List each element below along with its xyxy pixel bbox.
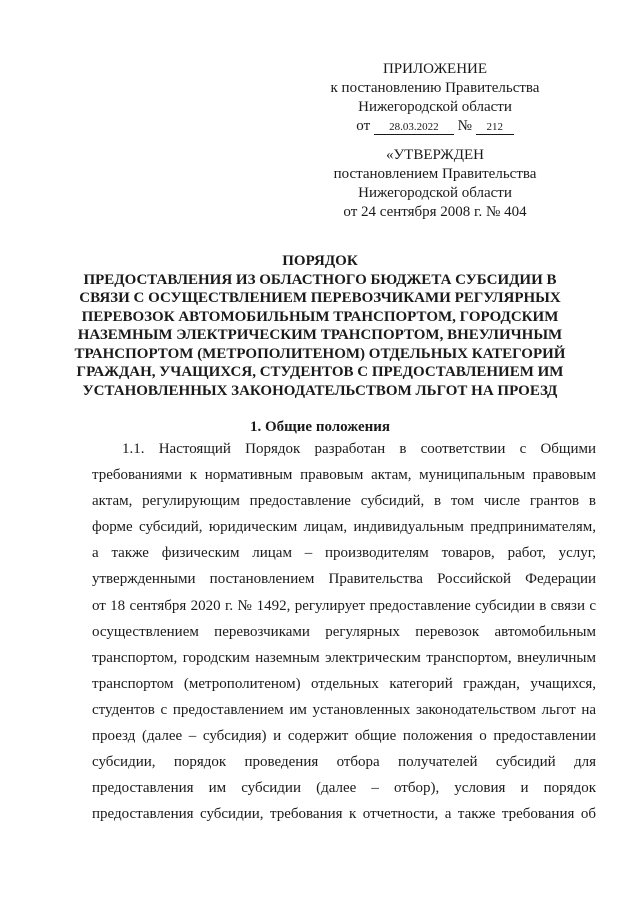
approval-block — [300, 146, 570, 222]
approval-line-1: «УТВЕРЖДЕН — [386, 147, 484, 163]
paragraph-line: 1.1. Настоящий Порядок разработан в соответствии с Общими — [122, 441, 596, 457]
annex-line-2: Нижегородской области — [358, 99, 512, 115]
title-line-1: ПОРЯДОК — [282, 253, 358, 269]
title-line-4: ПЕРЕВОЗОК АВТОМОБИЛЬНЫМ ТРАНСПОРТОМ, ГОРОДСКИМ — [81, 308, 559, 325]
paragraph-line: транспортом (метрополитеном) отдельных категорий граждан, учащихся, — [92, 675, 596, 692]
annex-date-field: 28.03.2022 — [374, 121, 454, 135]
paragraph-line: проезд (далее – субсидия) и содержит общие положения о предоставлении — [92, 728, 596, 745]
paragraph-line: студентов с предоставлением им установленных законодательством льгот на — [92, 701, 596, 718]
paragraph-line: осуществлением перевозчиками регулярных перевозок автомобильным — [92, 623, 596, 640]
title-line-2: ПРЕДОСТАВЛЕНИЯ ИЗ ОБЛАСТНОГО БЮДЖЕТА СУБСИДИИ В — [83, 271, 557, 288]
annex-date-line — [300, 117, 570, 136]
paragraph-line: транспортом, городским наземным электрическим транспортом, внеуличным — [92, 649, 596, 666]
document-title — [60, 252, 580, 400]
paragraph-line: а также физическим лицам – производителям товаров, работ, услуг, — [92, 545, 596, 562]
title-line-6: ТРАНСПОРТОМ (МЕТРОПОЛИТЕНОМ) ОТДЕЛЬНЫХ КАТЕГОРИЙ — [74, 345, 566, 362]
paragraph-line: от 18 сентября 2020 г. № 1492, регулирует предоставление субсидии в связи с — [92, 597, 596, 614]
title-line-7: ГРАЖДАН, УЧАЩИХСЯ, СТУДЕНТОВ С ПРЕДОСТАВЛЕНИЕМ ИМ — [76, 364, 564, 380]
approval-line-3: Нижегородской области — [358, 185, 512, 201]
title-line-3: СВЯЗИ С ОСУЩЕСТВЛЕНИЕМ ПЕРЕВОЗЧИКАМИ РЕГУЛЯРНЫХ — [79, 290, 561, 306]
annex-heading: ПРИЛОЖЕНИЕ — [382, 61, 488, 77]
paragraph-line: актам, регулирующим предоставление субсидий, в том числе грантов в — [92, 493, 596, 510]
paragraph-line: утвержденными постановлением Правительства Российской Федерации — [92, 571, 596, 588]
paragraph-line: субсидии, порядок проведения отбора получателей субсидий для — [92, 754, 596, 771]
paragraph-line: форме субсидий, юридическим лицам, индивидуальным предпринимателям, — [92, 519, 596, 536]
section-heading: 1. Общие положения — [249, 419, 391, 435]
title-line-5: НАЗЕМНЫМ ЭЛЕКТРИЧЕСКИМ ТРАНСПОРТОМ, ВНЕУЛИЧНЫМ — [77, 327, 563, 343]
annex-line-1: к постановлению Правительства — [330, 80, 540, 96]
paragraph-line: предоставления субсидии, требования к отчетности, а также требования об — [92, 806, 596, 823]
title-line-8: УСТАНОВЛЕННЫХ ЗАКОНОДАТЕЛЬСТВОМ ЛЬГОТ НА ПРОЕЗД — [82, 382, 558, 399]
approval-line-4: от 24 сентября 2008 г. № 404 — [343, 204, 527, 220]
annex-number-sign: № — [457, 118, 472, 134]
annex-block — [300, 60, 570, 136]
annex-from-label: от — [356, 118, 371, 134]
paragraph-line: требованиями к нормативным правовым актам, муниципальным правовым — [92, 467, 596, 484]
approval-line-2: постановлением Правительства — [333, 166, 537, 182]
body-paragraph — [92, 436, 596, 827]
annex-number-field: 212 — [476, 121, 514, 135]
paragraph-line: предоставления им субсидии (далее – отбор), условия и порядок — [92, 780, 596, 797]
